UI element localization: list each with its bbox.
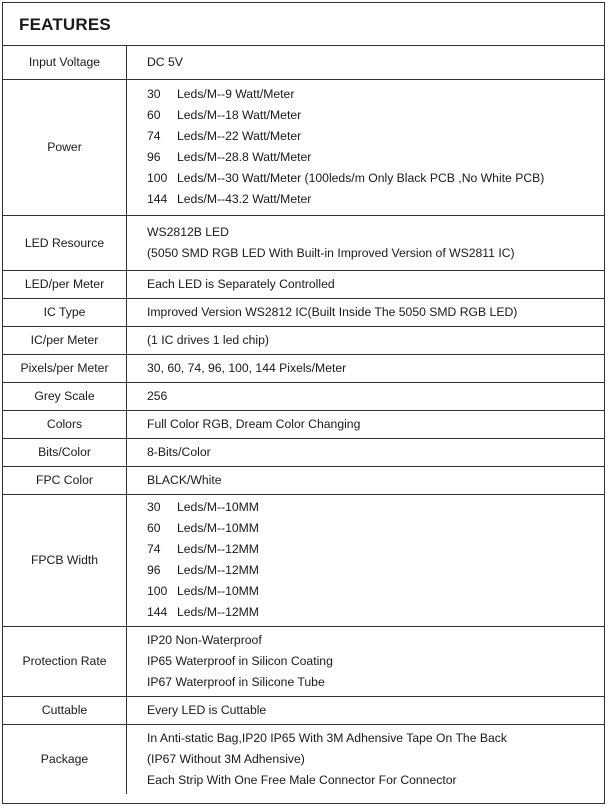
spec-value: [127, 298, 605, 326]
spec-value-line: (5050 SMD RGB LED With Built-in Improved Version of WS2811 IC): [147, 245, 515, 260]
spec-label: Bits/Color: [3, 438, 127, 466]
table-row: [3, 494, 604, 626]
leds-per-meter-count: 100: [147, 584, 168, 598]
spec-value-line: WS2812B LED: [147, 224, 229, 239]
table-row: [3, 326, 604, 354]
spec-value: [127, 326, 605, 354]
spec-label: Pixels/per Meter: [3, 354, 127, 382]
spec-value-line: Full Color RGB, Dream Color Changing: [147, 416, 361, 431]
leds-per-meter-count: 30: [147, 500, 161, 514]
table-row: [3, 626, 604, 696]
spec-value: [127, 724, 605, 794]
spec-value-text: Leds/M--18 Watt/Meter: [177, 108, 302, 122]
spec-value: [127, 466, 605, 494]
spec-value-line: 8-Bits/Color: [147, 444, 211, 459]
leds-per-meter-count: 60: [147, 108, 161, 122]
spec-label: FPC Color: [3, 466, 127, 494]
spec-value: [127, 438, 605, 466]
leds-per-meter-count: 74: [147, 129, 161, 143]
table-row: [3, 354, 604, 382]
spec-value-text: Leds/M--28.8 Watt/Meter: [177, 150, 312, 164]
spec-label: Protection Rate: [3, 626, 127, 696]
spec-value-line: [147, 84, 604, 105]
table-row: [3, 46, 604, 79]
spec-value-line: [147, 602, 604, 623]
spec-label: Input Voltage: [3, 46, 127, 79]
spec-value-line: In Anti-static Bag,IP20 IP65 With 3M Adhensive Tape On The Back: [147, 730, 507, 745]
table-row: [3, 410, 604, 438]
spec-value-text: Leds/M--30 Watt/Meter (100leds/m Only Black PCB ,No White PCB): [177, 171, 545, 185]
spec-value-line: [147, 560, 604, 581]
table-row: [3, 215, 604, 270]
leds-per-meter-count: 96: [147, 150, 161, 164]
spec-label: LED/per Meter: [3, 270, 127, 298]
spec-value-line: Each LED is Separately Controlled: [147, 276, 335, 291]
spec-value-text: Leds/M--10MM: [177, 521, 259, 535]
spec-value: [127, 494, 605, 626]
table-row: [3, 438, 604, 466]
spec-value-line: [147, 518, 604, 539]
leds-per-meter-count: 74: [147, 542, 161, 556]
spec-value-line: IP67 Waterproof in Silicone Tube: [147, 674, 325, 689]
spec-label: Cuttable: [3, 696, 127, 724]
table-row: [3, 270, 604, 298]
spec-value-line: Each Strip With One Free Male Connector For Connector: [147, 772, 457, 787]
spec-value-line: [147, 126, 604, 147]
spec-value-text: Leds/M--43.2 Watt/Meter: [177, 192, 312, 206]
spec-value-line: (1 IC drives 1 led chip): [147, 332, 269, 347]
spec-label: IC/per Meter: [3, 326, 127, 354]
spec-value: [127, 79, 605, 215]
spec-value-line: 30, 60, 74, 96, 100, 144 Pixels/Meter: [147, 360, 347, 375]
spec-value-line: [147, 105, 604, 126]
spec-value-line: [147, 168, 604, 189]
spec-value-line: [147, 539, 604, 560]
spec-value: [127, 46, 605, 79]
spec-value: [127, 382, 605, 410]
spec-value-line: [147, 497, 604, 518]
spec-value-text: Leds/M--10MM: [177, 500, 259, 514]
spec-value-text: Leds/M--22 Watt/Meter: [177, 129, 302, 143]
spec-value: [127, 354, 605, 382]
spec-label: Grey Scale: [3, 382, 127, 410]
spec-label: Power: [3, 79, 127, 215]
spec-label: Colors: [3, 410, 127, 438]
leds-per-meter-count: 60: [147, 521, 161, 535]
table-row: [3, 724, 604, 794]
spec-value-line: 256: [147, 388, 168, 403]
spec-value-line: Every LED is Cuttable: [147, 702, 267, 717]
spec-value: [127, 215, 605, 270]
table-row: [3, 466, 604, 494]
spec-value-text: Leds/M--9 Watt/Meter: [177, 87, 295, 101]
spec-value-line: Improved Version WS2812 IC(Built Inside The 5050 SMD RGB LED): [147, 304, 518, 319]
spec-value: [127, 410, 605, 438]
spec-value-text: Leds/M--12MM: [177, 605, 259, 619]
table-row: [3, 382, 604, 410]
table-row: [3, 79, 604, 215]
spec-value-line: (IP67 Without 3M Adhensive): [147, 751, 305, 766]
leds-per-meter-count: 100: [147, 171, 168, 185]
spec-value-line: [147, 581, 604, 602]
spec-label: FPCB Width: [3, 494, 127, 626]
spec-value-line: DC 5V: [147, 54, 183, 69]
spec-value-line: IP20 Non-Waterproof: [147, 632, 262, 647]
spec-value: [127, 696, 605, 724]
spec-table-body: [3, 46, 604, 794]
spec-value-text: Leds/M--12MM: [177, 542, 259, 556]
spec-value-line: [147, 147, 604, 168]
leds-per-meter-count: 30: [147, 87, 161, 101]
table-row: [3, 696, 604, 724]
spec-value-line: [147, 189, 604, 210]
spec-value: [127, 270, 605, 298]
leds-per-meter-count: 96: [147, 563, 161, 577]
spec-value-text: Leds/M--12MM: [177, 563, 259, 577]
features-table: [2, 2, 605, 804]
leds-per-meter-count: 144: [147, 192, 168, 206]
spec-value-line: IP65 Waterproof in Silicon Coating: [147, 653, 333, 668]
spec-label: Package: [3, 724, 127, 794]
table-title: FEATURES: [3, 3, 604, 46]
spec-label: LED Resource: [3, 215, 127, 270]
spec-value-text: Leds/M--10MM: [177, 584, 259, 598]
table-row: [3, 298, 604, 326]
spec-value-line: BLACK/White: [147, 472, 222, 487]
spec-label: IC Type: [3, 298, 127, 326]
leds-per-meter-count: 144: [147, 605, 168, 619]
spec-value: [127, 626, 605, 696]
spec-table: [3, 46, 604, 794]
